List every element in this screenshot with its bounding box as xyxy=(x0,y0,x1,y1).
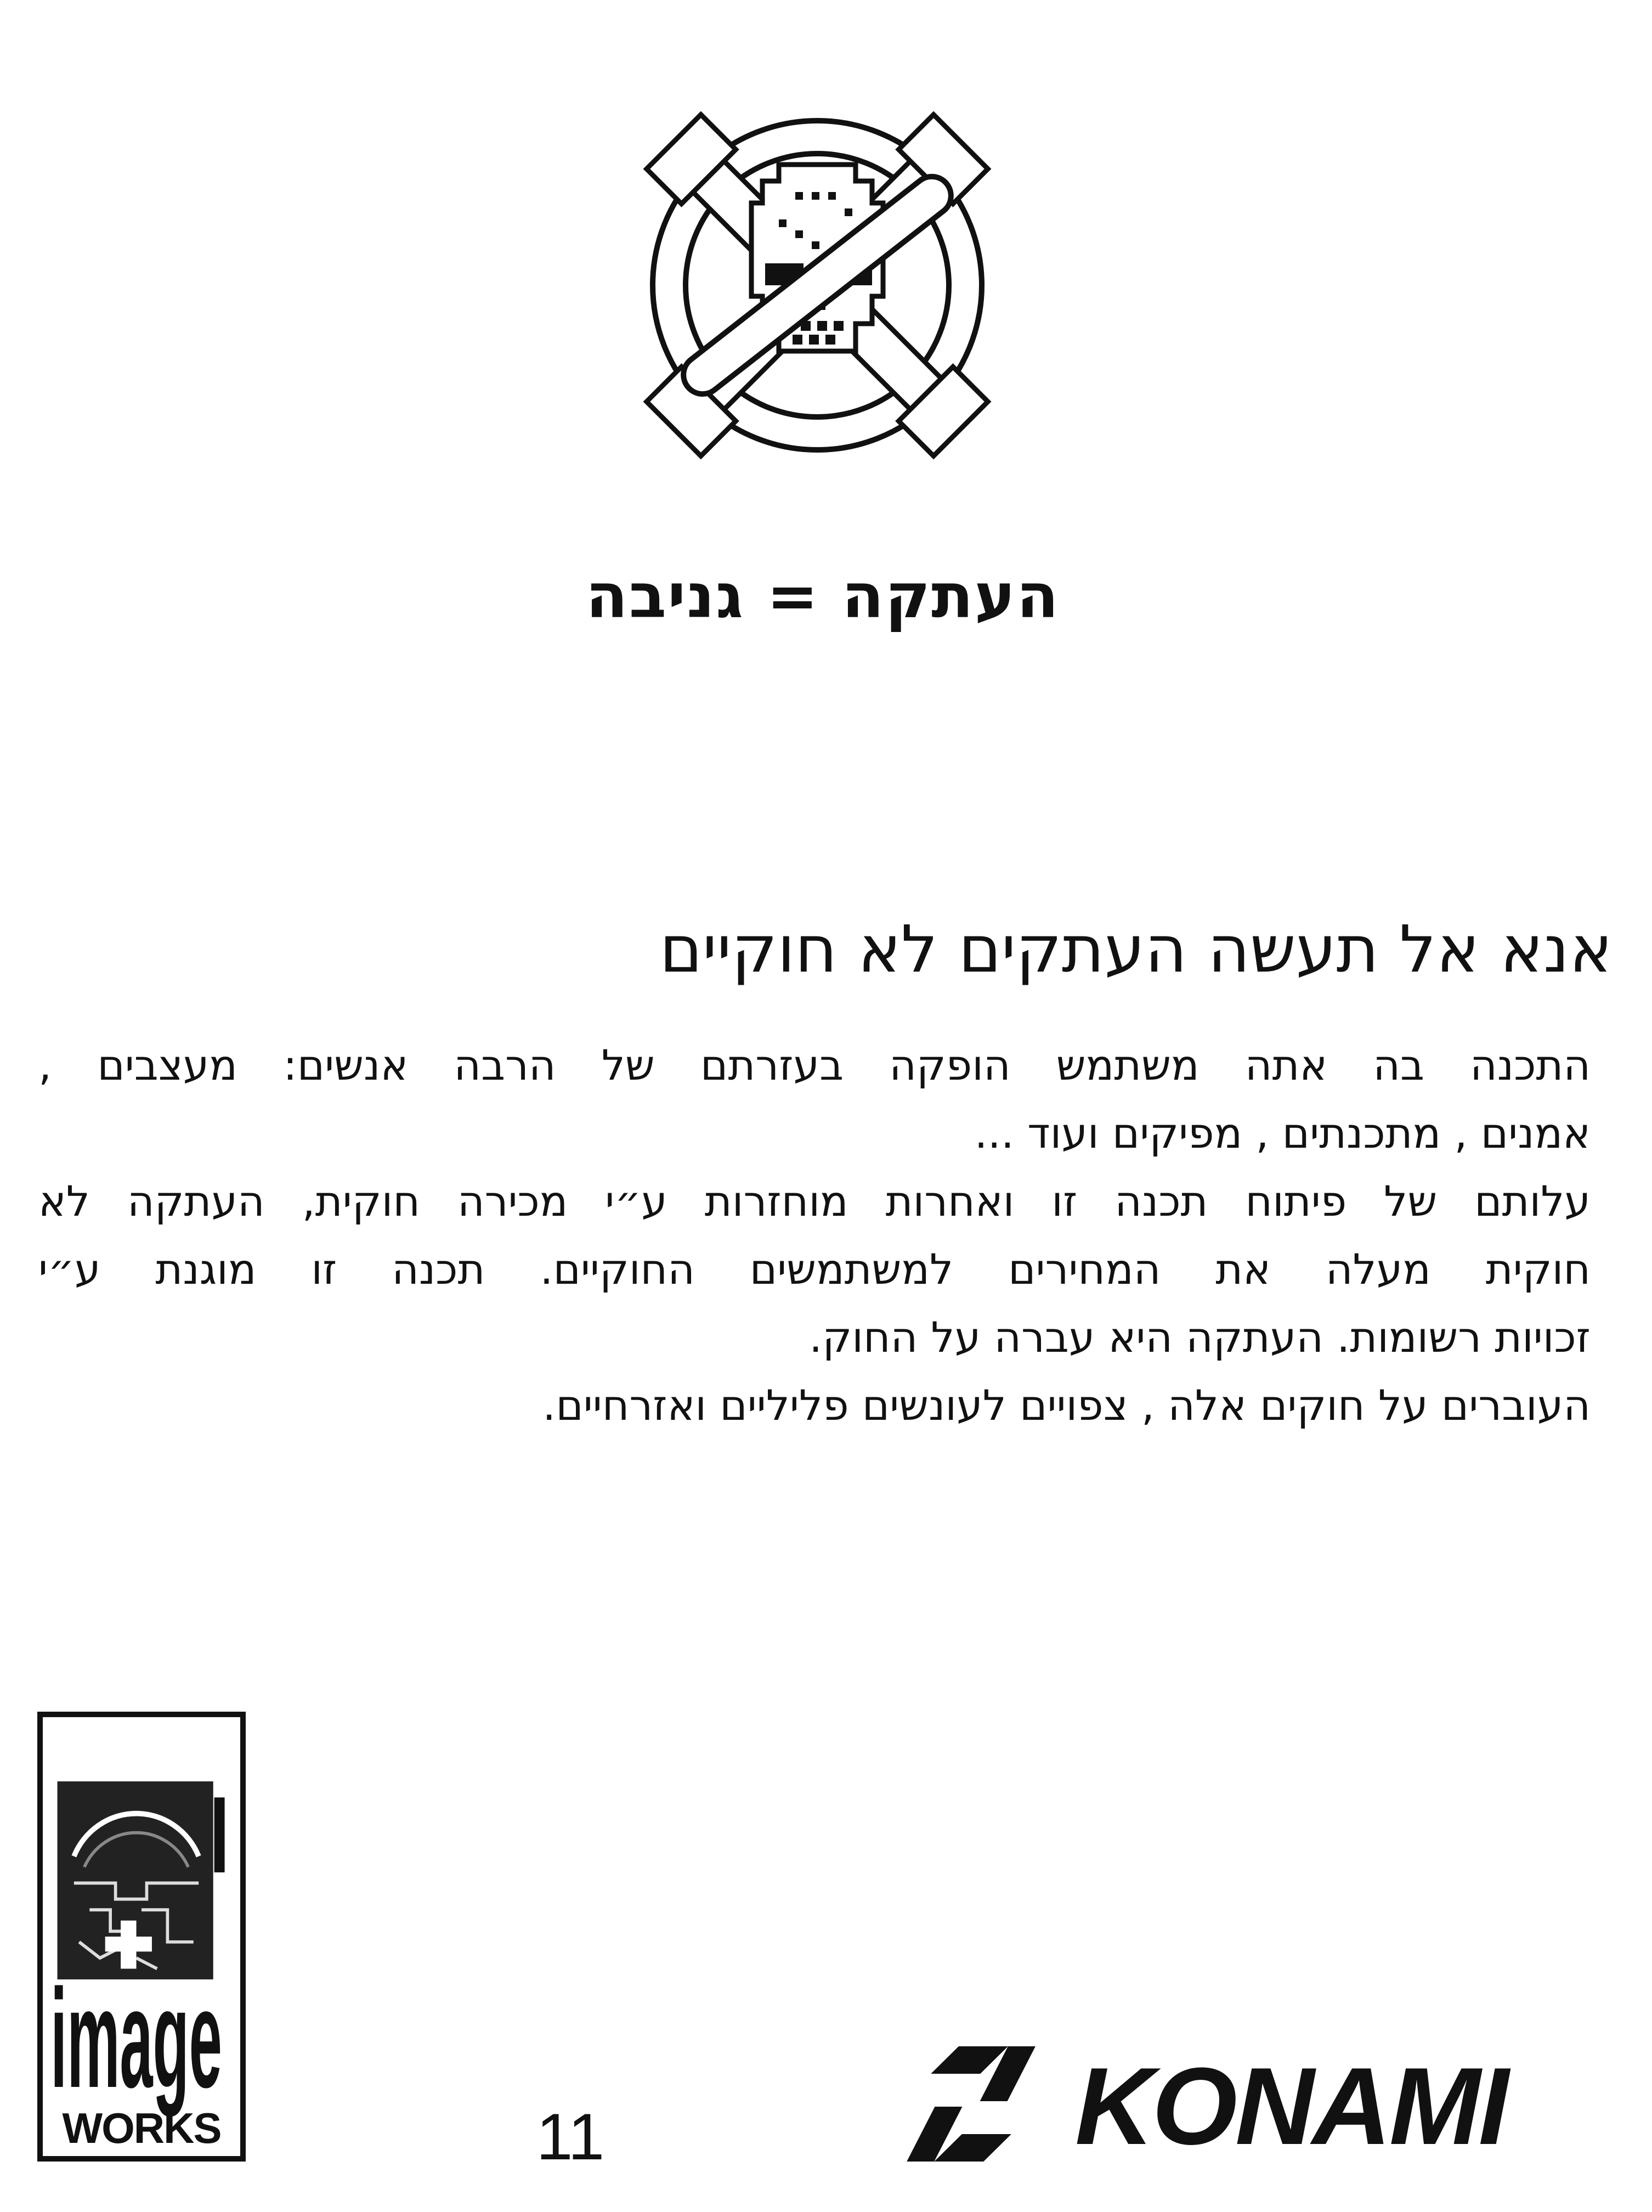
body-line: אמנים , מתכנתים , מפיקים ועוד ... xyxy=(974,1109,1591,1158)
image-works-logo xyxy=(37,1712,246,2162)
body-line: התכנה בה אתה משתמש הופקה בעזרתם של הרבה אנשים: מעצבים , xyxy=(38,1041,1591,1090)
page-number: 11 xyxy=(536,2100,605,2174)
body-line: עלותם של פיתוח תכנה זו ואחרות מוחזרות ע״י מכירה חוקית, העתקה לא xyxy=(38,1177,1591,1226)
page-heading: אנא אל תעשה העתקים לא חוקיים xyxy=(659,911,1613,987)
body-line: העוברים על חוקים אלה , צפויים לעונשים פליליים ואזרחיים. xyxy=(542,1381,1591,1430)
body-line: זכויות רשומות. העתקה היא עברה על החוק. xyxy=(809,1313,1591,1362)
body-paragraph xyxy=(38,1031,1591,1440)
body-line: חוקית מעלה את המחירים למשתמשים החוקיים. תכנה זו מוגנת ע״י xyxy=(38,1245,1591,1294)
image-works-label: WORKS xyxy=(62,2104,221,2152)
konami-wordmark: KONAMI xyxy=(1075,2045,1507,2168)
slogan: העתקה = גניבה xyxy=(585,561,1060,632)
no-piracy-emblem xyxy=(631,99,1004,472)
konami-logo-icon xyxy=(910,2041,1037,2167)
no-piracy-skull-crossbones-icon xyxy=(631,99,1004,472)
konami-logo xyxy=(910,2041,1596,2172)
image-works-logo-icon xyxy=(43,1717,240,2156)
image-works-wordmark: image xyxy=(50,1960,222,2118)
